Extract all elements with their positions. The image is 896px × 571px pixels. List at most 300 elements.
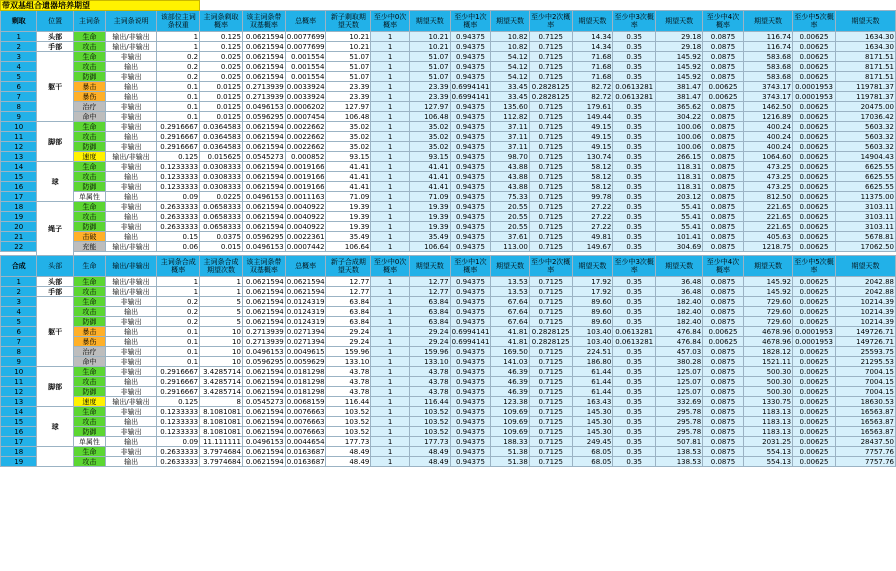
column-header[interactable]: 期望天数 [491, 256, 530, 277]
expected-days-cell[interactable]: 1064.60 [743, 152, 792, 162]
value-cell[interactable]: 0.0545273 [242, 397, 285, 407]
probability-cell[interactable]: 1 [371, 152, 410, 162]
expected-days-cell[interactable]: 43.88 [491, 172, 530, 182]
main-stat-desc[interactable]: 输出/非输出 [105, 42, 156, 52]
main-stat-desc[interactable]: 非输出 [105, 222, 156, 232]
probability-cell[interactable]: 0.00625 [793, 287, 836, 297]
expected-days-cell[interactable]: 135.60 [491, 102, 530, 112]
value-cell[interactable]: 0.0621594 [242, 407, 285, 417]
value-cell[interactable]: 0.0621594 [242, 182, 285, 192]
value-cell[interactable]: 1 [200, 277, 243, 287]
position-cell[interactable]: 躯干 [37, 52, 73, 122]
probability-cell[interactable]: 0.35 [613, 297, 656, 307]
value-cell[interactable]: 1 [157, 277, 200, 287]
expected-days-cell[interactable]: 127.97 [409, 102, 450, 112]
main-stat-desc[interactable]: 输出 [105, 62, 156, 72]
expected-days-cell[interactable]: 1216.89 [743, 112, 792, 122]
probability-cell[interactable]: 0.00625 [793, 297, 836, 307]
value-cell[interactable]: 0.0125 [200, 112, 243, 122]
probability-cell[interactable]: 1 [371, 397, 410, 407]
value-cell[interactable]: 0.0364583 [200, 122, 243, 132]
probability-cell[interactable]: 0.94375 [450, 427, 491, 437]
expected-days-cell[interactable]: 159.96 [409, 347, 450, 357]
row-number[interactable]: 8 [1, 102, 37, 112]
expected-days-cell[interactable]: 405.63 [743, 232, 792, 242]
probability-cell[interactable]: 0.00625 [793, 417, 836, 427]
value-cell[interactable]: 23.39 [326, 92, 371, 102]
value-cell[interactable]: 8.1081081 [200, 417, 243, 427]
main-stat-desc[interactable]: 非输出 [105, 317, 156, 327]
expected-days-cell[interactable]: 149.67 [572, 242, 613, 252]
probability-cell[interactable]: 0.35 [613, 447, 656, 457]
probability-cell[interactable]: 0.94375 [450, 437, 491, 447]
value-cell[interactable]: 0.0308333 [200, 172, 243, 182]
expected-days-cell[interactable]: 100.06 [656, 122, 703, 132]
probability-cell[interactable]: 1 [371, 132, 410, 142]
probability-cell[interactable]: 0.7125 [529, 152, 572, 162]
expected-days-cell[interactable]: 295.78 [656, 417, 703, 427]
probability-cell[interactable]: 1 [371, 377, 410, 387]
column-header[interactable]: 至少中5次概率 [793, 11, 836, 32]
probability-cell[interactable]: 0.94375 [450, 72, 491, 82]
column-header[interactable]: 新子合成期望天数 [326, 256, 371, 277]
column-header[interactable]: 至少中3次概率 [613, 256, 656, 277]
value-cell[interactable]: 0.015 [200, 242, 243, 252]
probability-cell[interactable]: 0.7125 [529, 417, 572, 427]
probability-cell[interactable]: 0.94375 [450, 182, 491, 192]
expected-days-cell[interactable]: 51.38 [491, 447, 530, 457]
probability-cell[interactable]: 0.00625 [703, 337, 744, 347]
value-cell[interactable]: 41.41 [326, 172, 371, 182]
main-stat-desc[interactable]: 输出/非输出 [105, 32, 156, 42]
main-stat-cell[interactable]: 暴击 [73, 82, 105, 92]
expected-days-cell[interactable]: 89.60 [572, 317, 613, 327]
probability-cell[interactable]: 0.35 [613, 287, 656, 297]
expected-days-cell[interactable]: 54.12 [491, 52, 530, 62]
probability-cell[interactable]: 0.0875 [703, 317, 744, 327]
value-cell[interactable]: 35.49 [326, 232, 371, 242]
main-stat-cell[interactable]: 攻击 [73, 132, 105, 142]
value-cell[interactable]: 0.0059629 [286, 357, 325, 366]
expected-days-cell[interactable]: 6625.55 [835, 182, 895, 192]
probability-cell[interactable]: 0.00625 [793, 182, 836, 192]
probability-cell[interactable]: 0.94375 [450, 387, 491, 397]
probability-cell[interactable]: 0.35 [613, 367, 656, 377]
probability-cell[interactable]: 0.00625 [793, 457, 836, 467]
expected-days-cell[interactable]: 75.33 [491, 192, 530, 202]
probability-cell[interactable]: 0.0875 [703, 417, 744, 427]
value-cell[interactable]: 8.1081081 [200, 407, 243, 417]
expected-days-cell[interactable]: 332.69 [656, 397, 703, 407]
main-stat-cell[interactable]: 速度 [73, 152, 105, 162]
value-cell[interactable]: 5 [200, 297, 243, 307]
expected-days-cell[interactable]: 109.69 [491, 417, 530, 427]
value-cell[interactable]: 0.0308333 [200, 182, 243, 192]
value-cell[interactable]: 0.09 [157, 437, 200, 447]
column-header[interactable]: 期望天数 [656, 11, 703, 32]
expected-days-cell[interactable]: 41.81 [491, 337, 530, 347]
expected-days-cell[interactable]: 63.84 [409, 297, 450, 307]
value-cell[interactable]: 41.41 [326, 182, 371, 192]
expected-days-cell[interactable]: 71.68 [572, 52, 613, 62]
position-cell[interactable]: 手部 [37, 42, 73, 52]
probability-cell[interactable]: 0.00625 [793, 102, 836, 112]
expected-days-cell[interactable]: 380.28 [656, 357, 703, 367]
probability-cell[interactable]: 0.00625 [793, 317, 836, 327]
main-stat-cell[interactable]: 攻击 [73, 42, 105, 52]
expected-days-cell[interactable]: 125.07 [656, 377, 703, 387]
expected-days-cell[interactable]: 16563.87 [835, 407, 895, 417]
expected-days-cell[interactable]: 224.51 [572, 347, 613, 357]
value-cell[interactable]: 0.2 [157, 307, 200, 317]
probability-cell[interactable]: 0.0875 [703, 52, 744, 62]
expected-days-cell[interactable]: 304.69 [656, 242, 703, 252]
value-cell[interactable]: 0.0621594 [242, 447, 285, 457]
probability-cell[interactable]: 0.35 [613, 347, 656, 357]
expected-days-cell[interactable]: 10.21 [409, 32, 450, 42]
probability-cell[interactable]: 1 [371, 242, 410, 252]
expected-days-cell[interactable]: 58.12 [572, 162, 613, 172]
probability-cell[interactable]: 0.00625 [703, 327, 744, 337]
value-cell[interactable]: 19.39 [326, 212, 371, 222]
value-cell[interactable]: 3.7974684 [200, 457, 243, 467]
expected-days-cell[interactable]: 118.31 [656, 172, 703, 182]
value-cell[interactable]: 0.0271394 [286, 337, 325, 346]
probability-cell[interactable]: 0.7125 [529, 347, 572, 357]
probability-cell[interactable]: 1 [371, 387, 410, 397]
value-cell[interactable]: 3.4285714 [200, 377, 243, 387]
value-cell[interactable]: 0.1 [157, 102, 200, 112]
expected-days-cell[interactable]: 109.69 [491, 407, 530, 417]
expected-days-cell[interactable]: 476.84 [656, 337, 703, 347]
value-cell[interactable]: 0.2633333 [157, 212, 200, 222]
main-stat-desc[interactable]: 输出 [105, 377, 156, 387]
probability-cell[interactable]: 0.00625 [793, 447, 836, 457]
expected-days-cell[interactable]: 473.25 [743, 162, 792, 172]
row-number[interactable]: 20 [1, 222, 37, 232]
main-stat-cell[interactable]: 单属性 [73, 437, 105, 447]
probability-cell[interactable]: 1 [371, 102, 410, 112]
probability-cell[interactable]: 0.7125 [529, 52, 572, 62]
main-stat-desc[interactable]: 非输出 [105, 52, 156, 62]
expected-days-cell[interactable]: 554.13 [743, 457, 792, 467]
expected-days-cell[interactable]: 583.68 [743, 62, 792, 72]
expected-days-cell[interactable]: 100.06 [656, 132, 703, 142]
probability-cell[interactable]: 0.0875 [703, 72, 744, 82]
expected-days-cell[interactable]: 100.06 [656, 142, 703, 152]
value-cell[interactable]: 0.1 [157, 357, 200, 367]
value-cell[interactable]: 10 [200, 347, 243, 357]
probability-cell[interactable]: 0.0875 [703, 347, 744, 357]
probability-cell[interactable]: 0.94375 [450, 102, 491, 112]
row-number[interactable]: 3 [1, 297, 37, 307]
value-cell[interactable]: 0.0044654 [286, 437, 325, 446]
position-cell[interactable]: 脚部 [37, 122, 73, 162]
probability-cell[interactable]: 0.94375 [450, 447, 491, 457]
value-cell[interactable]: 12.77 [326, 277, 371, 287]
value-cell[interactable]: 0.0125 [200, 92, 243, 102]
main-stat-cell[interactable]: 攻击 [73, 457, 105, 467]
value-cell[interactable]: 43.78 [326, 367, 371, 377]
probability-cell[interactable]: 1 [371, 317, 410, 327]
probability-cell[interactable]: 0.7125 [529, 437, 572, 447]
probability-cell[interactable]: 0.35 [613, 437, 656, 447]
row-number[interactable]: 2 [1, 287, 37, 297]
expected-days-cell[interactable]: 20.55 [491, 202, 530, 212]
probability-cell[interactable]: 0.7125 [529, 387, 572, 397]
row-number[interactable]: 5 [1, 317, 37, 327]
probability-cell[interactable]: 0.00625 [793, 122, 836, 132]
value-cell[interactable]: 0.2713939 [242, 82, 285, 92]
probability-cell[interactable]: 0.7125 [529, 112, 572, 122]
expected-days-cell[interactable]: 10214.39 [835, 297, 895, 307]
expected-days-cell[interactable]: 8171.51 [835, 72, 895, 82]
probability-cell[interactable]: 0.7125 [529, 42, 572, 52]
expected-days-cell[interactable]: 43.78 [409, 377, 450, 387]
value-cell[interactable]: 35.02 [326, 122, 371, 132]
value-cell[interactable]: 0.1 [157, 347, 200, 357]
probability-cell[interactable]: 0.0875 [703, 212, 744, 222]
value-cell[interactable]: 0.0596295 [242, 112, 285, 122]
value-cell[interactable]: 0.0019166 [286, 182, 325, 191]
expected-days-cell[interactable]: 23.39 [409, 92, 450, 102]
expected-days-cell[interactable]: 63.84 [409, 317, 450, 327]
expected-days-cell[interactable]: 98.70 [491, 152, 530, 162]
probability-cell[interactable]: 0.7125 [529, 202, 572, 212]
expected-days-cell[interactable]: 3103.11 [835, 212, 895, 222]
expected-days-cell[interactable]: 37.11 [491, 142, 530, 152]
expected-days-cell[interactable]: 1330.75 [743, 397, 792, 407]
expected-days-cell[interactable]: 125.07 [656, 367, 703, 377]
expected-days-cell[interactable]: 103.52 [409, 407, 450, 417]
column-header[interactable]: 至少中4次概率 [703, 11, 744, 32]
probability-cell[interactable]: 1 [371, 92, 410, 102]
value-cell[interactable]: 3.7974684 [200, 447, 243, 457]
row-number[interactable]: 9 [1, 112, 37, 122]
expected-days-cell[interactable]: 400.24 [743, 122, 792, 132]
value-cell[interactable]: 177.73 [326, 437, 371, 447]
expected-days-cell[interactable]: 33.45 [491, 82, 530, 92]
row-number[interactable]: 7 [1, 337, 37, 347]
expected-days-cell[interactable]: 29.18 [656, 42, 703, 52]
expected-days-cell[interactable]: 10.82 [491, 32, 530, 42]
expected-days-cell[interactable]: 3743.17 [743, 92, 792, 102]
position-cell[interactable]: 头部 [37, 277, 73, 287]
probability-cell[interactable]: 0.35 [613, 377, 656, 387]
expected-days-cell[interactable]: 41.81 [491, 327, 530, 337]
probability-cell[interactable]: 0.00625 [793, 242, 836, 252]
probability-cell[interactable]: 0.6994141 [451, 92, 490, 101]
position-cell[interactable]: 头部 [37, 32, 73, 42]
expected-days-cell[interactable]: 14.34 [572, 32, 613, 42]
probability-cell[interactable]: 0.0613281 [613, 327, 656, 337]
value-cell[interactable]: 48.49 [326, 457, 371, 467]
probability-cell[interactable]: 0.35 [613, 317, 656, 327]
probability-cell[interactable]: 0.0875 [703, 122, 744, 132]
probability-cell[interactable]: 0.2828125 [529, 82, 572, 92]
probability-cell[interactable]: 1 [371, 72, 410, 82]
row-number[interactable]: 1 [1, 32, 37, 42]
expected-days-cell[interactable]: 729.60 [743, 317, 792, 327]
value-cell[interactable]: 0.1 [157, 112, 200, 122]
column-header[interactable]: 至少中1次概率 [450, 256, 491, 277]
main-stat-desc[interactable]: 非输出 [105, 407, 156, 417]
value-cell[interactable]: 0.2 [157, 52, 200, 62]
probability-cell[interactable]: 0.35 [613, 242, 656, 252]
value-cell[interactable]: 3.4285714 [200, 367, 243, 377]
value-cell[interactable]: 0.0125 [200, 82, 243, 92]
expected-days-cell[interactable]: 1183.13 [743, 407, 792, 417]
expected-days-cell[interactable]: 381.47 [656, 82, 703, 92]
main-stat-desc[interactable]: 输出 [105, 327, 156, 337]
main-stat-cell[interactable]: 击破 [73, 232, 105, 242]
column-header[interactable]: 期望天数 [743, 11, 792, 32]
probability-cell[interactable]: 0.7125 [529, 367, 572, 377]
value-cell[interactable]: 0.001554 [285, 72, 326, 82]
expected-days-cell[interactable]: 145.30 [572, 407, 613, 417]
expected-days-cell[interactable]: 27.22 [572, 202, 613, 212]
value-cell[interactable]: 0.0621594 [242, 132, 285, 142]
probability-cell[interactable]: 0.2828125 [529, 92, 572, 102]
value-cell[interactable]: 0.0076663 [286, 427, 325, 436]
main-stat-desc[interactable]: 输出 [105, 82, 156, 92]
value-cell[interactable]: 0.0007454 [286, 112, 325, 121]
main-stat-desc[interactable]: 非输出 [105, 112, 156, 122]
probability-cell[interactable]: 0.0875 [703, 132, 744, 142]
probability-cell[interactable]: 1 [371, 277, 410, 287]
probability-cell[interactable]: 1 [371, 367, 410, 377]
expected-days-cell[interactable]: 14904.43 [835, 152, 895, 162]
column-header[interactable]: 期望天数 [572, 11, 613, 32]
probability-cell[interactable]: 0.94375 [450, 142, 491, 152]
expected-days-cell[interactable]: 16563.87 [835, 427, 895, 437]
value-cell[interactable]: 0.0621594 [242, 62, 285, 72]
probability-cell[interactable]: 0.94375 [450, 32, 491, 42]
column-header[interactable]: 期望天数 [409, 11, 450, 32]
column-header[interactable]: 至少中4次概率 [703, 256, 744, 277]
probability-cell[interactable]: 0.00625 [793, 202, 836, 212]
probability-cell[interactable]: 0.00625 [793, 62, 836, 72]
probability-cell[interactable]: 0.7125 [529, 32, 572, 42]
expected-days-cell[interactable]: 43.88 [491, 182, 530, 192]
expected-days-cell[interactable]: 10214.39 [835, 307, 895, 317]
probability-cell[interactable]: 0.0875 [703, 377, 744, 387]
expected-days-cell[interactable]: 118.31 [656, 162, 703, 172]
value-cell[interactable]: 0.2633333 [157, 202, 200, 212]
value-cell[interactable]: 0.0621594 [242, 457, 285, 467]
column-header[interactable]: 生命 [73, 256, 105, 277]
probability-cell[interactable]: 0.7125 [529, 142, 572, 152]
probability-cell[interactable]: 0.94375 [450, 132, 491, 142]
main-stat-cell[interactable]: 防御 [73, 182, 105, 192]
probability-cell[interactable]: 0.7125 [529, 307, 572, 317]
expected-days-cell[interactable]: 149.44 [572, 112, 613, 122]
value-cell[interactable]: 0.0658333 [200, 222, 243, 232]
probability-cell[interactable]: 0.35 [613, 277, 656, 287]
probability-cell[interactable]: 0.0875 [703, 32, 744, 42]
column-header[interactable]: 期望天数 [409, 256, 450, 277]
main-stat-cell[interactable]: 生命 [73, 407, 105, 417]
value-cell[interactable]: 0.2713939 [242, 337, 285, 347]
value-cell[interactable]: 0.0621594 [286, 287, 325, 296]
probability-cell[interactable]: 0.0875 [703, 297, 744, 307]
column-header[interactable]: 至少中2次概率 [529, 256, 572, 277]
column-header[interactable]: 主词条剩取概率 [200, 11, 243, 32]
probability-cell[interactable]: 0.94375 [450, 317, 491, 327]
main-stat-desc[interactable]: 非输出 [105, 162, 156, 172]
value-cell[interactable]: 1 [157, 32, 200, 42]
probability-cell[interactable]: 0.0613281 [613, 337, 656, 347]
probability-cell[interactable]: 0.0875 [703, 182, 744, 192]
row-number[interactable]: 6 [1, 82, 37, 92]
expected-days-cell[interactable]: 103.52 [409, 417, 450, 427]
value-cell[interactable]: 127.97 [326, 102, 371, 112]
value-cell[interactable]: 0.0621594 [242, 162, 285, 172]
main-stat-desc[interactable]: 非输出 [105, 202, 156, 212]
expected-days-cell[interactable]: 2042.88 [835, 287, 895, 297]
main-stat-desc[interactable]: 输出 [105, 232, 156, 242]
row-number[interactable]: 1 [1, 277, 37, 287]
probability-cell[interactable]: 0.6994141 [451, 337, 490, 346]
probability-cell[interactable]: 1 [371, 112, 410, 122]
probability-cell[interactable]: 1 [371, 427, 410, 437]
value-cell[interactable]: 0.0658333 [200, 202, 243, 212]
expected-days-cell[interactable]: 141.03 [491, 357, 530, 367]
main-stat-desc[interactable]: 输出 [105, 192, 156, 202]
value-cell[interactable]: 0.0068159 [286, 397, 325, 406]
probability-cell[interactable]: 0.94375 [450, 417, 491, 427]
main-stat-cell[interactable]: 生命 [73, 367, 105, 377]
main-stat-cell[interactable]: 暴伤 [73, 92, 105, 102]
probability-cell[interactable]: 0.0875 [703, 457, 744, 467]
position-cell[interactable]: 手部 [37, 287, 73, 297]
probability-cell[interactable]: 0.7125 [529, 172, 572, 182]
column-header[interactable]: 至少中0次概率 [371, 11, 410, 32]
expected-days-cell[interactable]: 1828.12 [743, 347, 792, 357]
value-cell[interactable]: 0.0496153 [242, 347, 285, 357]
probability-cell[interactable]: 0.7125 [529, 192, 572, 202]
expected-days-cell[interactable]: 4678.96 [743, 337, 792, 347]
column-header[interactable]: 位置 [37, 11, 73, 32]
value-cell[interactable]: 0.2713939 [242, 327, 285, 337]
expected-days-cell[interactable]: 41.41 [409, 162, 450, 172]
expected-days-cell[interactable]: 82.72 [572, 82, 613, 92]
expected-days-cell[interactable]: 55.41 [656, 212, 703, 222]
probability-cell[interactable]: 0.7125 [529, 212, 572, 222]
expected-days-cell[interactable]: 295.78 [656, 407, 703, 417]
value-cell[interactable]: 0.0181298 [286, 387, 325, 396]
expected-days-cell[interactable]: 2042.88 [835, 277, 895, 287]
expected-days-cell[interactable]: 8171.51 [835, 62, 895, 72]
probability-cell[interactable]: 1 [371, 297, 410, 307]
row-number[interactable]: 17 [1, 437, 37, 447]
probability-cell[interactable]: 0.94375 [450, 152, 491, 162]
value-cell[interactable]: 0.0621594 [242, 427, 285, 437]
probability-cell[interactable]: 0.35 [613, 162, 656, 172]
expected-days-cell[interactable]: 68.05 [572, 447, 613, 457]
value-cell[interactable]: 0.0271394 [286, 327, 325, 336]
probability-cell[interactable]: 0.0875 [703, 397, 744, 407]
value-cell[interactable]: 0.0040922 [286, 202, 325, 211]
value-cell[interactable]: 0.0658333 [200, 212, 243, 222]
probability-cell[interactable]: 0.7125 [529, 122, 572, 132]
probability-cell[interactable]: 0.2828125 [529, 337, 572, 347]
expected-days-cell[interactable]: 27.22 [572, 222, 613, 232]
value-cell[interactable]: 0.0621594 [242, 32, 285, 42]
expected-days-cell[interactable]: 14.34 [572, 42, 613, 52]
value-cell[interactable]: 51.07 [326, 62, 371, 72]
row-number[interactable]: 7 [1, 92, 37, 102]
